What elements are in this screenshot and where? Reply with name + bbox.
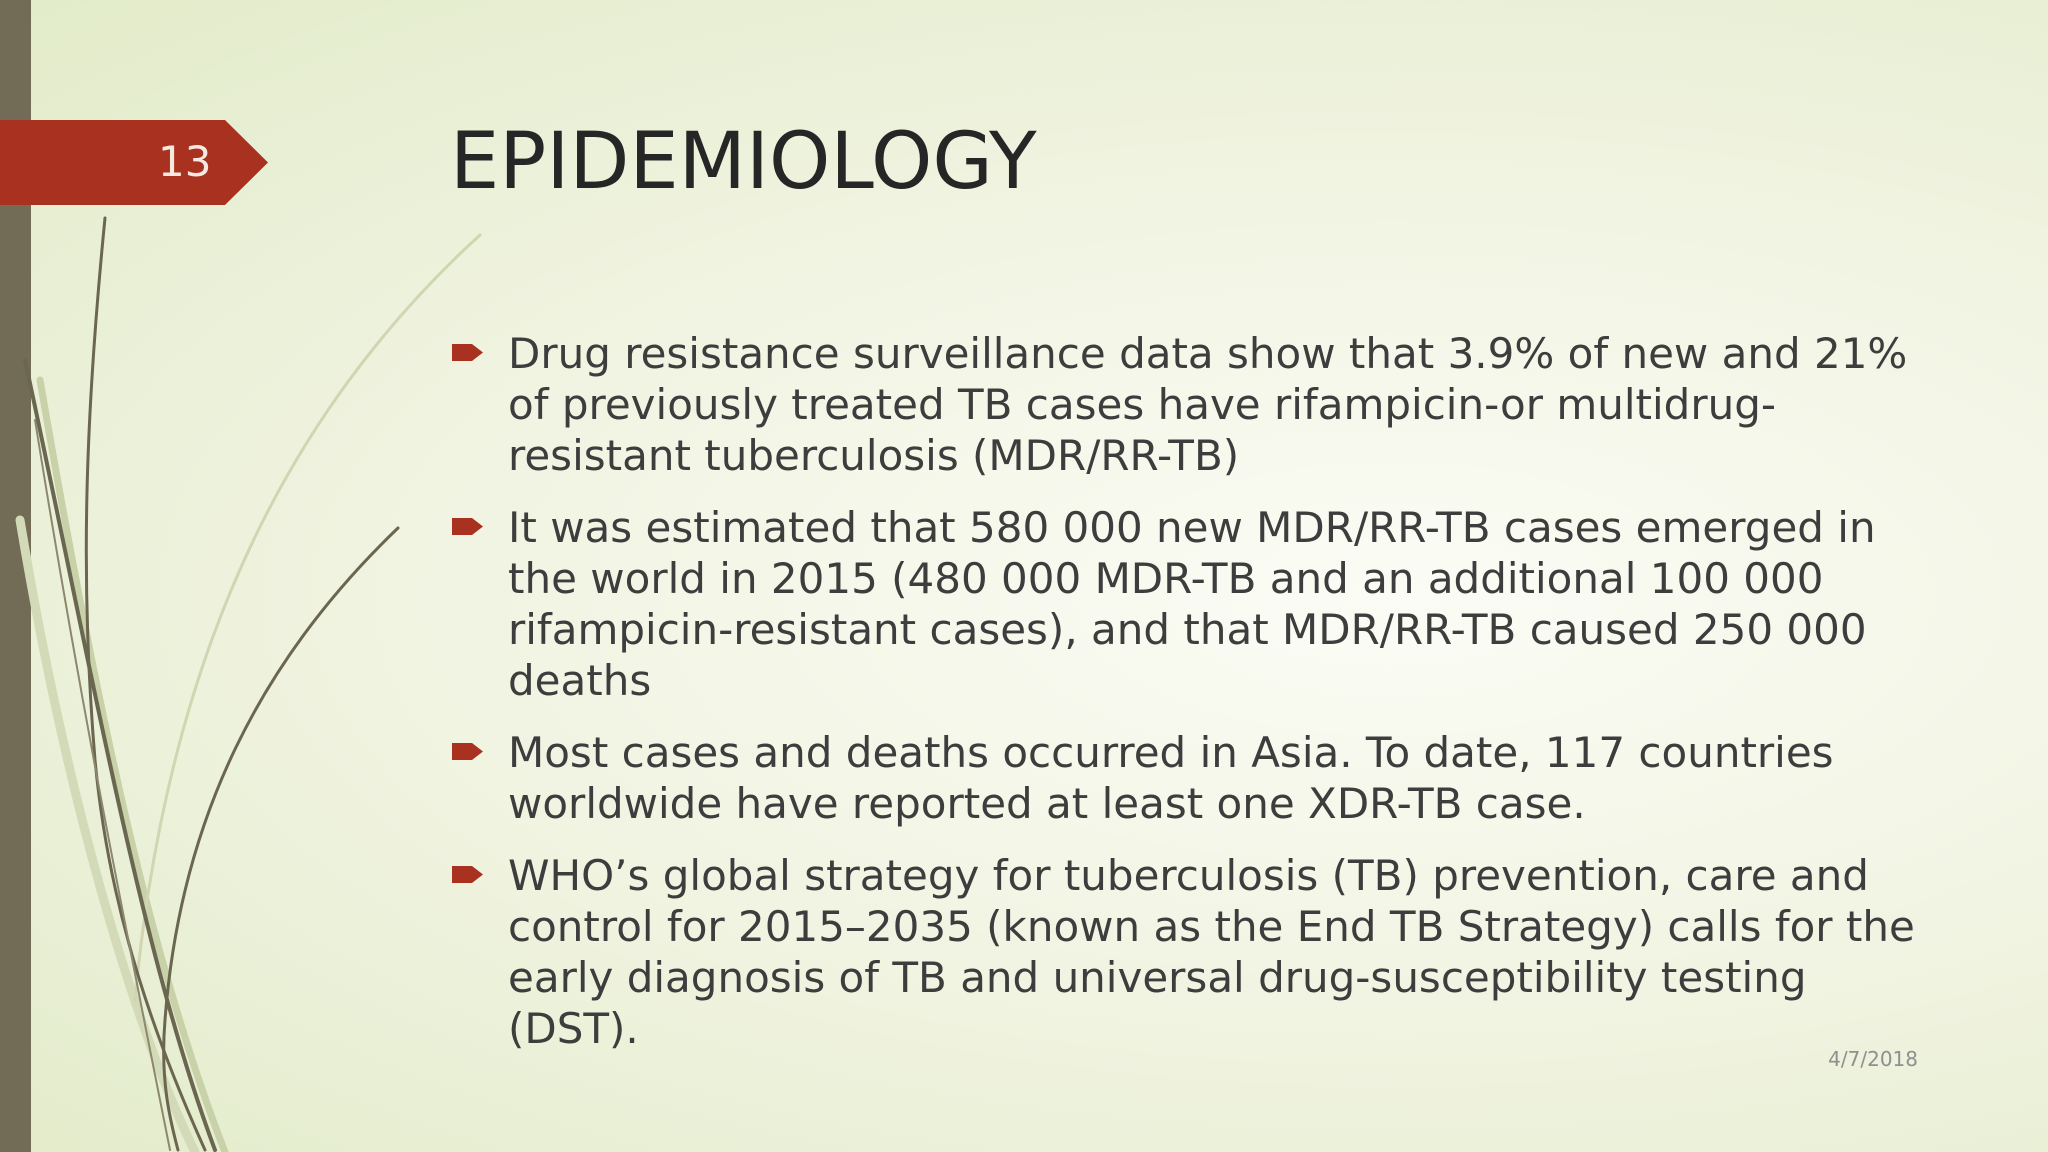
bullet-item [452,502,1932,706]
bullet-item [452,850,1932,1054]
slide-number-tab [0,120,268,205]
bullet-text: WHO’s global strategy for tuberculosis (TB) prevention, care and control for 2015–2035 (known as the End TB Strategy) calls for the early diagnosis of TB and universal drug-susceptibility testing (DST). [508,851,1915,1053]
slide-title: EPIDEMIOLOGY [450,117,1037,207]
bullet-text: Most cases and deaths occurred in Asia. To date, 117 countries worldwide have reported at least one XDR-TB case. [508,728,1834,828]
bullet-text: It was estimated that 580 000 new MDR/RR-TB cases emerged in the world in 2015 (480 000 MDR-TB and an additional 100 000 rifampicin-resistant cases), and that MDR/RR-TB caused 250 000 deaths [508,503,1876,705]
slide-number: 13 [158,137,212,186]
slide-date: 4/7/2018 [1828,1047,1918,1071]
bullet-text: Drug resistance surveillance data show that 3.9% of new and 21% of previously treated TB cases have rifampicin-or multidrug-resistant tuberculosis (MDR/RR-TB) [508,329,1908,480]
arrow-bullet-icon [452,517,484,536]
arrow-bullet-icon [452,742,484,761]
bullet-list [452,328,1932,1075]
bullet-item [452,328,1932,481]
arrow-bullet-icon [452,343,484,362]
arrow-bullet-icon [452,865,484,884]
bullet-item [452,727,1932,829]
